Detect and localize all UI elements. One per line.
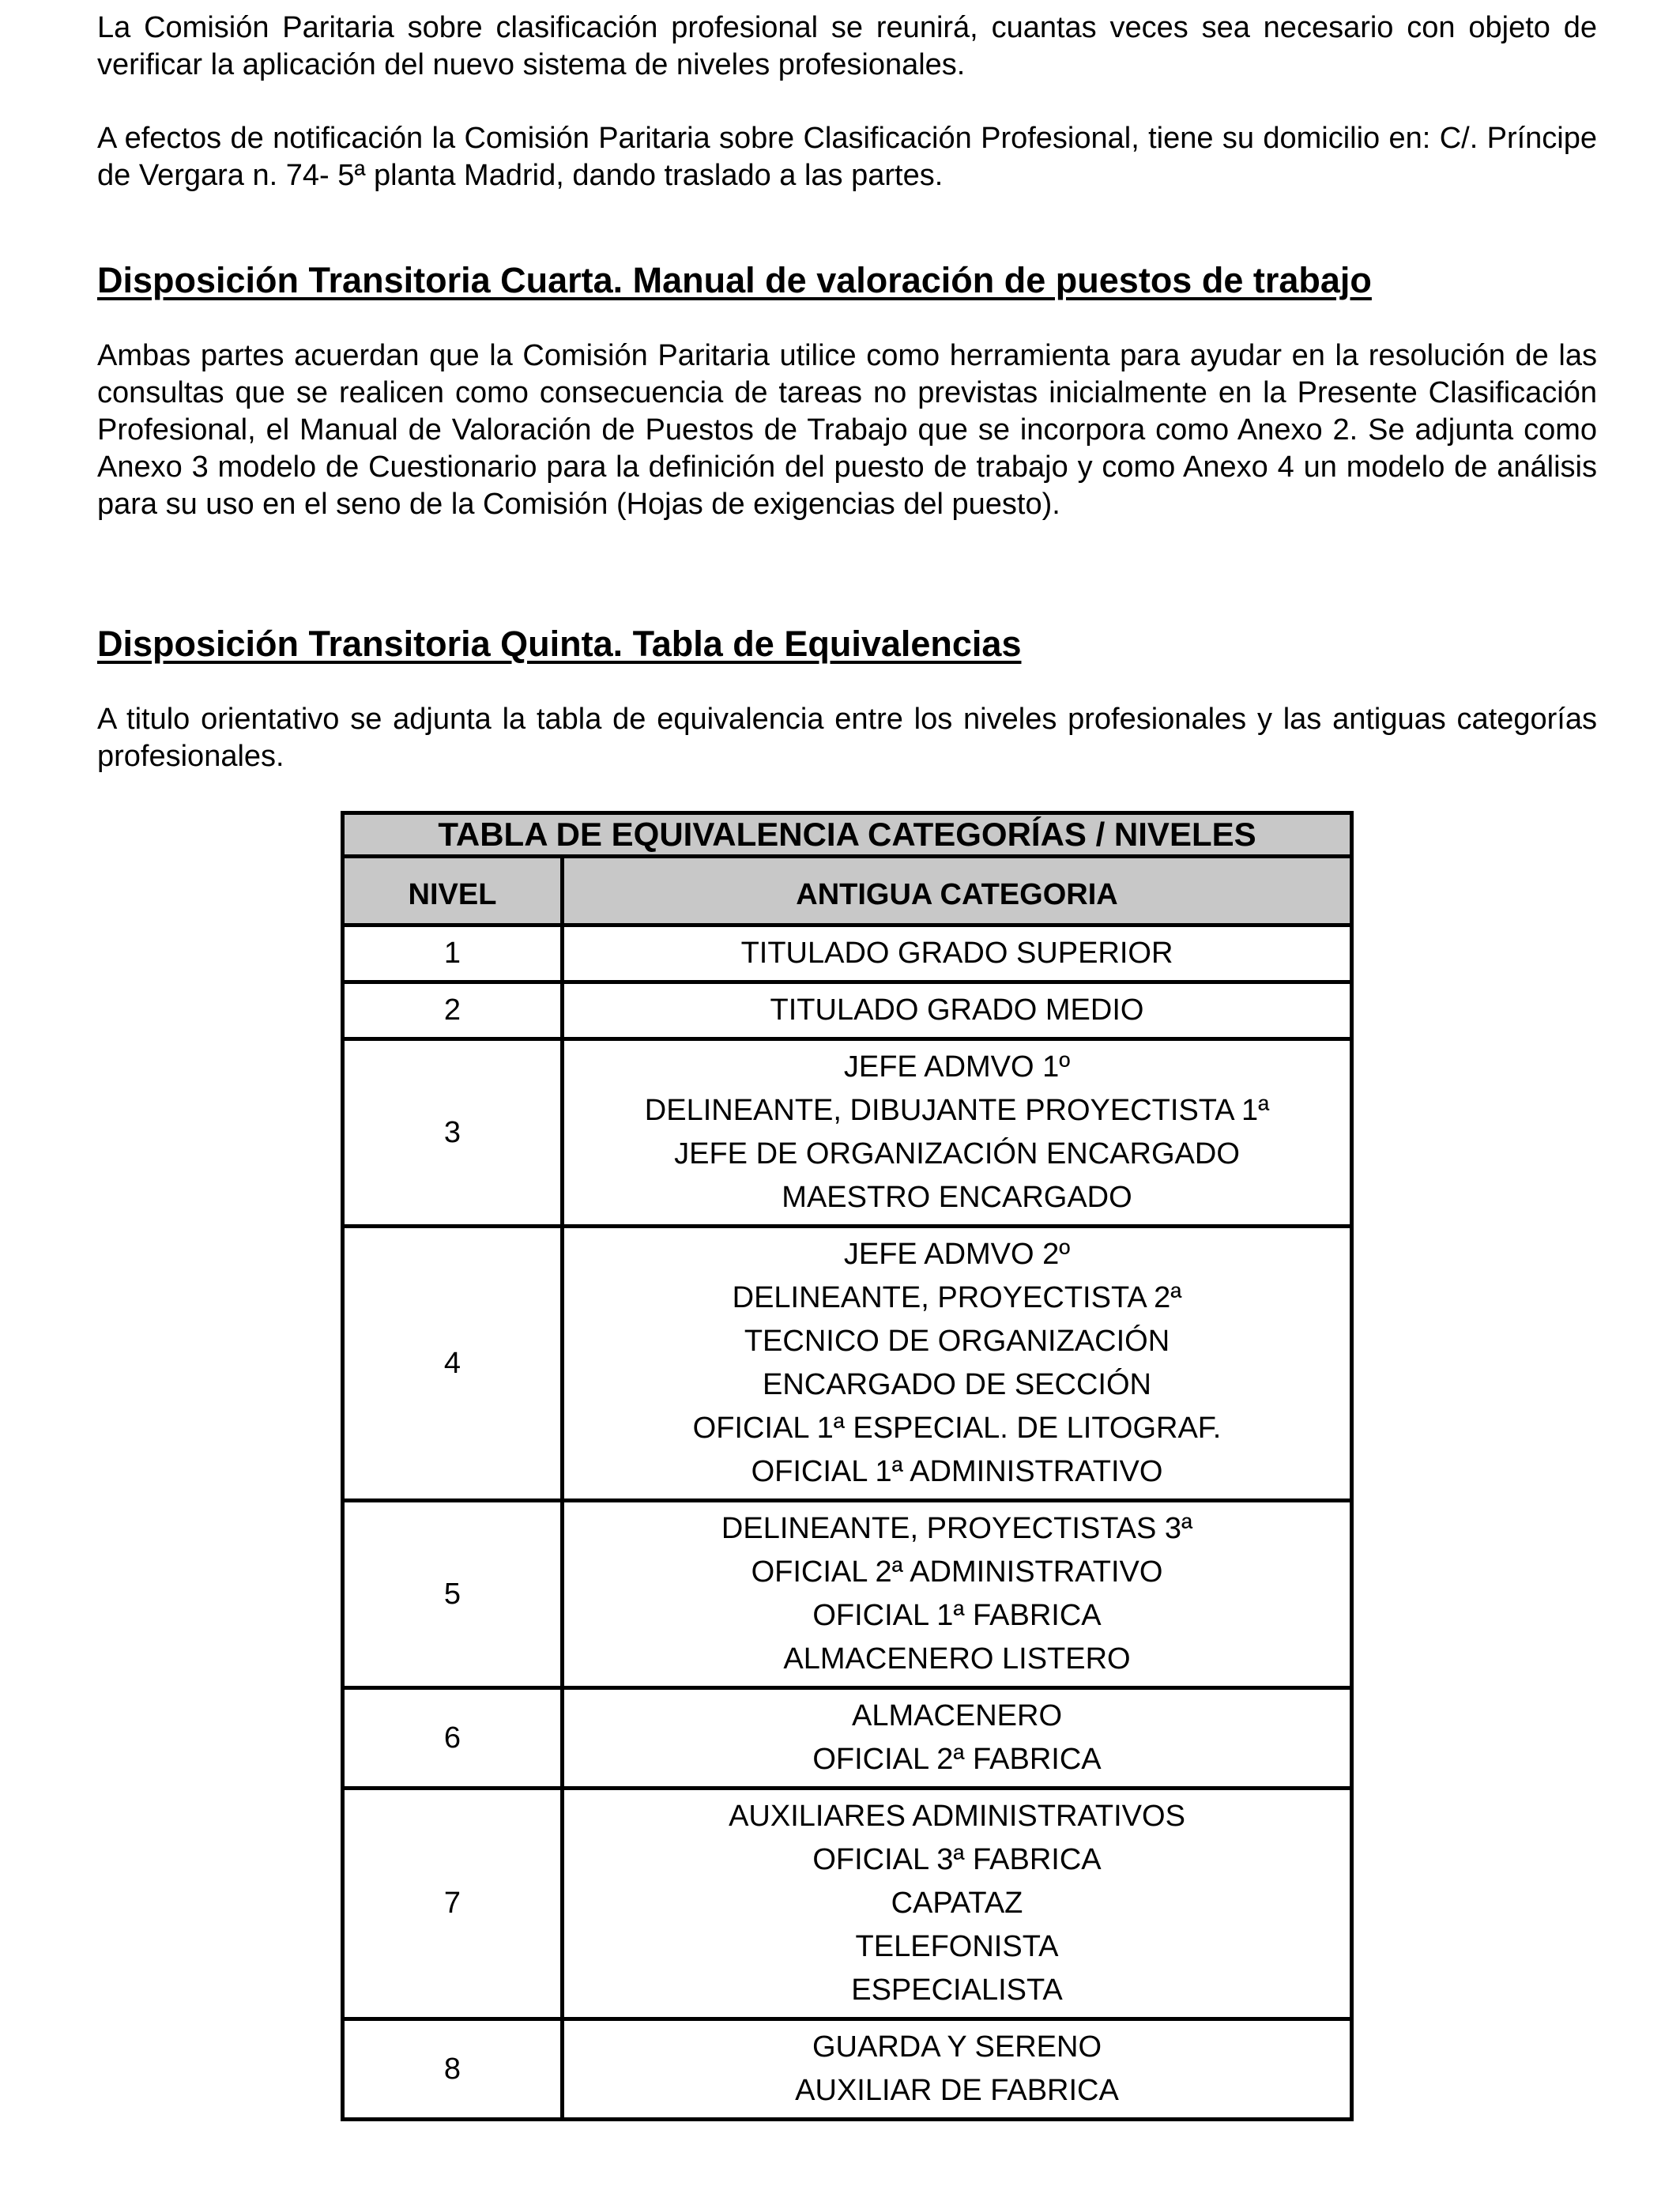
heading-disposicion-quinta: Disposición Transitoria Quinta. Tabla de Equivalencias [97, 624, 1022, 664]
categoria-line: TITULADO GRADO MEDIO [770, 993, 1144, 1027]
categoria-line: JEFE ADMVO 1º [843, 1050, 1071, 1084]
categoria-line: OFICIAL 2ª ADMINISTRATIVO [751, 1555, 1163, 1589]
categoria-line: GUARDA Y SERENO [812, 2030, 1102, 2064]
categoria-line: TECNICO DE ORGANIZACIÓN [744, 1325, 1170, 1358]
categoria-cell [563, 1227, 1352, 1501]
table-row [343, 982, 1352, 1039]
heading-disposicion-cuarta: Disposición Transitoria Cuarta. Manual de valoración de puestos de trabajo [97, 260, 1372, 300]
categoria-line: JEFE DE ORGANIZACIÓN ENCARGADO [674, 1137, 1240, 1171]
table-row [343, 1501, 1352, 1688]
categoria-line: DELINEANTE, PROYECTISTAS 3ª [721, 1512, 1193, 1545]
categoria-line: AUXILIAR DE FABRICA [795, 2074, 1119, 2107]
nivel-cell: 1 [343, 925, 563, 982]
paragraph-tabla-intro: A titulo orientativo se adjunta la tabla de equivalencia entre los niveles profesionales y las antiguas categorías profesionales. [97, 703, 1597, 773]
nivel-cell: 2 [343, 982, 563, 1039]
paragraph-manual-valoracion: Ambas partes acuerdan que la Comisión Paritaria utilice como herramienta para ayudar en la resolución de las consultas que se realicen como consecuencia de tareas no previstas inicialmente en la Presente Clasificación Profesional, el Manual de Valoración de Puestos de Trabajo que se incorpora como Anexo 2. Se adjunta como Anexo 3 modelo de Cuestionario para la definición del puesto de trabajo y como Anexo 4 un modelo de análisis para su uso en el seno de la Comisión (Hojas de exigencias del puesto). [97, 339, 1597, 521]
categoria-line: DELINEANTE, DIBUJANTE PROYECTISTA 1ª [644, 1094, 1270, 1127]
table-title-row [343, 813, 1352, 857]
nivel-cell: 3 [343, 1039, 563, 1227]
categoria-line: ENCARGADO DE SECCIÓN [763, 1368, 1151, 1401]
categoria-cell [563, 982, 1352, 1039]
categoria-line: OFICIAL 1ª FABRICA [812, 1599, 1102, 1632]
categoria-cell [563, 1039, 1352, 1227]
categoria-line: ALMACENERO LISTERO [783, 1642, 1131, 1676]
categoria-line: OFICIAL 1ª ESPECIAL. DE LITOGRAF. [692, 1412, 1222, 1445]
categoria-line: TITULADO GRADO SUPERIOR [740, 937, 1173, 970]
categoria-cell [563, 925, 1352, 982]
nivel-cell: 8 [343, 2019, 563, 2120]
categoria-line: MAESTRO ENCARGADO [782, 1181, 1132, 1214]
nivel-cell: 7 [343, 1789, 563, 2019]
categoria-line: ALMACENERO [851, 1699, 1063, 1732]
table-row [343, 1688, 1352, 1789]
categoria-line: TELEFONISTA [855, 1930, 1059, 1963]
table-row [343, 1227, 1352, 1501]
table-header-row [343, 857, 1352, 925]
table-body [343, 925, 1352, 2120]
categoria-cell [563, 1789, 1352, 2019]
categoria-cell [563, 2019, 1352, 2120]
categoria-line: ESPECIALISTA [851, 1973, 1063, 2007]
paragraph-commission-address: A efectos de notificación la Comisión Paritaria sobre Clasificación Profesional, tiene su domicilio en: C/. Príncipe de Vergara n. 74- 5ª planta Madrid, dando traslado a las partes. [97, 122, 1597, 192]
categoria-line: JEFE ADMVO 2º [843, 1238, 1071, 1271]
categoria-line: AUXILIARES ADMINISTRATIVOS [729, 1800, 1185, 1833]
table-row [343, 1039, 1352, 1227]
table-row [343, 2019, 1352, 2120]
categoria-cell [563, 1688, 1352, 1789]
table-row [343, 1789, 1352, 2019]
nivel-cell: 4 [343, 1227, 563, 1501]
column-header-antigua-categoria: ANTIGUA CATEGORIA [563, 857, 1352, 925]
categoria-cell [563, 1501, 1352, 1688]
categoria-line: OFICIAL 3ª FABRICA [812, 1843, 1102, 1876]
column-header-nivel: NIVEL [343, 857, 563, 925]
nivel-cell: 6 [343, 1688, 563, 1789]
categoria-line: OFICIAL 2ª FABRICA [812, 1743, 1102, 1776]
nivel-cell: 5 [343, 1501, 563, 1688]
table-title: TABLA DE EQUIVALENCIA CATEGORÍAS / NIVELES [343, 813, 1352, 857]
table-row [343, 925, 1352, 982]
categoria-line: OFICIAL 1ª ADMINISTRATIVO [751, 1455, 1163, 1488]
equivalence-table [341, 811, 1354, 2121]
categoria-line: CAPATAZ [891, 1887, 1023, 1920]
categoria-line: DELINEANTE, PROYECTISTA 2ª [732, 1281, 1182, 1314]
paragraph-commission-meetings: La Comisión Paritaria sobre clasificación profesional se reunirá, cuantas veces sea necesario con objeto de verificar la aplicación del nuevo sistema de niveles profesionales. [97, 11, 1597, 81]
